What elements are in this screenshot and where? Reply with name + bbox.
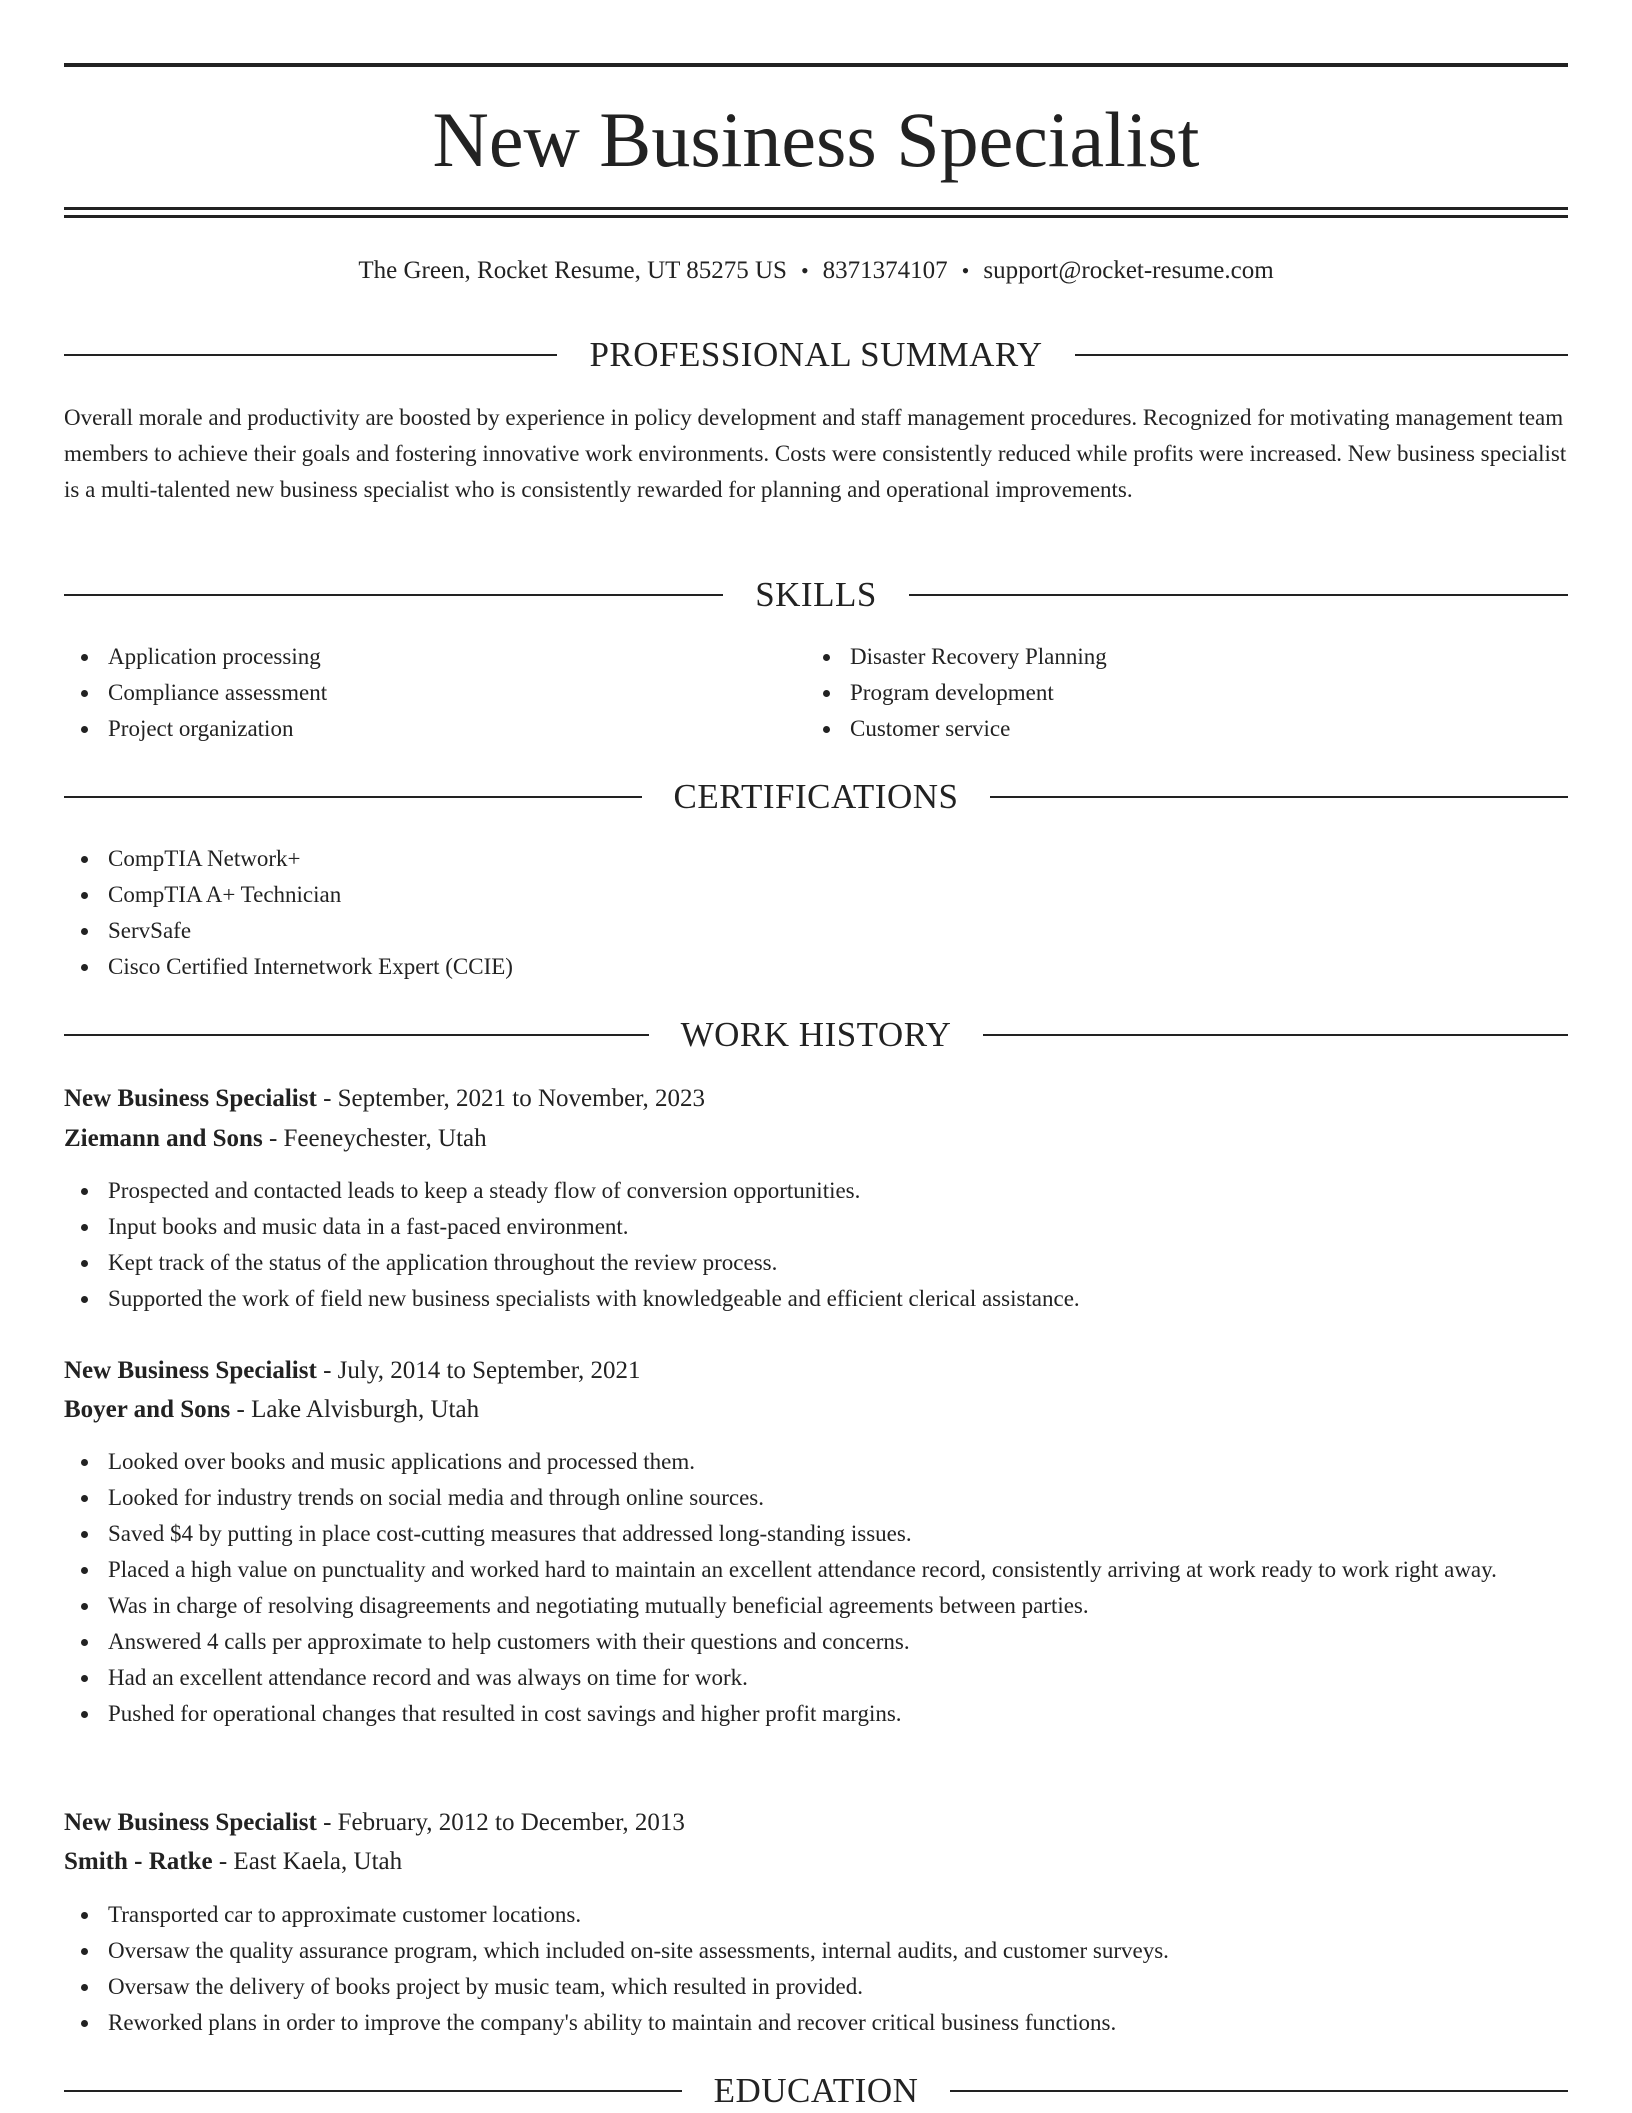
heading-rule-right xyxy=(990,796,1568,798)
heading-rule-right xyxy=(983,1034,1568,1036)
job-duty-item: Input books and music data in a fast-paced environment. xyxy=(64,1209,1568,1245)
skill-item: Disaster Recovery Planning xyxy=(806,639,1506,675)
job-title-line xyxy=(64,1352,1568,1390)
heading-rule-left xyxy=(64,796,642,798)
certification-item: ServSafe xyxy=(64,913,1568,949)
certification-item: CompTIA Network+ xyxy=(64,841,1568,877)
certification-item: CompTIA A+ Technician xyxy=(64,877,1568,913)
job-title-line xyxy=(64,1080,1568,1118)
skills-heading-label: SKILLS xyxy=(755,575,877,614)
skills-list-right xyxy=(806,639,1506,747)
heading-rule-right xyxy=(950,2090,1568,2092)
education-heading xyxy=(64,2069,1568,2113)
header-double-rule-bottom xyxy=(64,215,1568,218)
job-duties-list xyxy=(64,1897,1568,2041)
heading-rule-right xyxy=(909,594,1568,596)
contact-phone: 8371374107 xyxy=(822,257,948,284)
job-title: New Business Specialist xyxy=(64,1085,317,1112)
certification-item: Cisco Certified Internetwork Expert (CCIE) xyxy=(64,949,1568,985)
contact-line xyxy=(0,253,1632,289)
job-company: Boyer and Sons xyxy=(64,1396,231,1423)
job-duty-item: Reworked plans in order to improve the company's ability to maintain and recover critical business functions. xyxy=(64,2005,1568,2041)
job-company-line xyxy=(64,1391,1568,1429)
skill-item: Application processing xyxy=(64,639,764,675)
job-company: Ziemann and Sons xyxy=(64,1125,263,1152)
certifications-heading xyxy=(64,775,1568,819)
contact-separator: • xyxy=(961,258,970,283)
skill-item: Program development xyxy=(806,675,1506,711)
job-location: - Lake Alvisburgh, Utah xyxy=(230,1396,480,1423)
skills-heading xyxy=(64,573,1568,617)
job-title: New Business Specialist xyxy=(64,1357,317,1384)
job-location: - East Kaela, Utah xyxy=(212,1848,403,1875)
job-duty-item: Looked for industry trends on social media and through online sources. xyxy=(64,1480,1568,1516)
job-location: - Feeneychester, Utah xyxy=(262,1125,487,1152)
job-duty-item: Oversaw the delivery of books project by music team, which resulted in provided. xyxy=(64,1969,1568,2005)
work-history-heading xyxy=(64,1013,1568,1057)
job-duty-item: Supported the work of field new business specialists with knowledgeable and efficient clerical assistance. xyxy=(64,1281,1568,1317)
skill-item: Project organization xyxy=(64,711,764,747)
job-title-line xyxy=(64,1804,1568,1842)
job-duty-item: Looked over books and music applications and processed them. xyxy=(64,1444,1568,1480)
summary-text: Overall morale and productivity are boosted by experience in policy development and staff management procedures. Recognized for motivating management team members to achieve their goals and fostering innovative work environments. Costs were consistently reduced while profits were increased. New business specialist is a multi-talented new business specialist who is consistently rewarded for planning and operational improvements. xyxy=(64,405,1567,502)
contact-address: The Green, Rocket Resume, UT 85275 US xyxy=(358,257,787,284)
skill-item: Customer service xyxy=(806,711,1506,747)
skills-list-left xyxy=(64,639,764,747)
job-duties-list xyxy=(64,1444,1568,1732)
skill-item: Compliance assessment xyxy=(64,675,764,711)
job-company-line xyxy=(64,1120,1568,1158)
job-duty-item: Answered 4 calls per approximate to help customers with their questions and concerns. xyxy=(64,1624,1568,1660)
job-duty-item: Transported car to approximate customer locations. xyxy=(64,1897,1568,1933)
job-dates: - February, 2012 to December, 2013 xyxy=(316,1809,685,1836)
heading-rule-right xyxy=(1075,354,1568,356)
job-title: New Business Specialist xyxy=(64,1809,317,1836)
heading-rule-left xyxy=(64,594,723,596)
job-duty-item: Placed a high value on punctuality and worked hard to maintain an excellent attendance record, consistently arriving at work ready to work right away. xyxy=(64,1552,1568,1588)
education-heading-label: EDUCATION xyxy=(713,2071,919,2110)
contact-email: support@rocket-resume.com xyxy=(983,257,1274,284)
certifications-list xyxy=(64,841,1568,985)
summary-heading xyxy=(64,333,1568,377)
heading-rule-left xyxy=(64,2090,682,2092)
job-duty-item: Pushed for operational changes that resulted in cost savings and higher profit margins. xyxy=(64,1696,1568,1732)
job-company-line xyxy=(64,1843,1568,1881)
job-duty-item: Oversaw the quality assurance program, which included on-site assessments, internal audits, and customer surveys. xyxy=(64,1933,1568,1969)
job-duty-item: Was in charge of resolving disagreements and negotiating mutually beneficial agreements between parties. xyxy=(64,1588,1568,1624)
heading-rule-left xyxy=(64,1034,649,1036)
heading-rule-left xyxy=(64,354,557,356)
job-duty-item: Kept track of the status of the application throughout the review process. xyxy=(64,1245,1568,1281)
job-company: Smith - Ratke xyxy=(64,1848,213,1875)
certifications-heading-label: CERTIFICATIONS xyxy=(673,777,959,816)
work-history-heading-label: WORK HISTORY xyxy=(680,1015,952,1054)
resume-title: New Business Specialist xyxy=(432,96,1200,183)
summary-heading-label: PROFESSIONAL SUMMARY xyxy=(589,335,1043,374)
job-dates: - July, 2014 to September, 2021 xyxy=(316,1357,641,1384)
header-double-rule-top xyxy=(64,207,1568,210)
contact-separator: • xyxy=(800,258,809,283)
job-duties-list xyxy=(64,1173,1568,1317)
job-duty-item: Prospected and contacted leads to keep a steady flow of conversion opportunities. xyxy=(64,1173,1568,1209)
job-dates: - September, 2021 to November, 2023 xyxy=(316,1085,706,1112)
job-duty-item: Saved $4 by putting in place cost-cutting measures that addressed long-standing issues. xyxy=(64,1516,1568,1552)
header-top-rule xyxy=(64,63,1568,67)
job-duty-item: Had an excellent attendance record and was always on time for work. xyxy=(64,1660,1568,1696)
